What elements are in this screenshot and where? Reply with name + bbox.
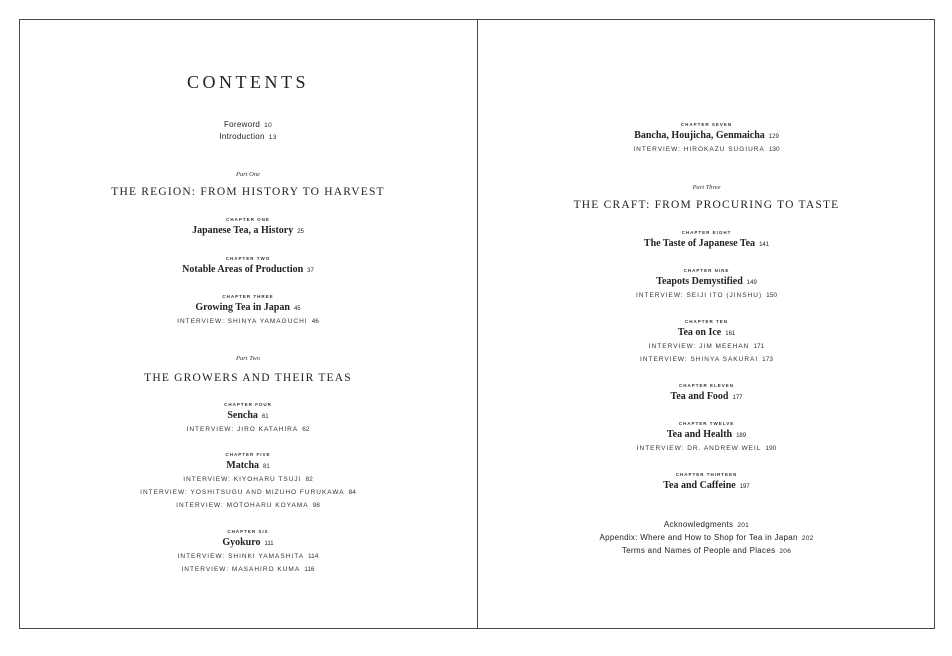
- toc-chapter-title[interactable]: Japanese Tea, a History 25: [192, 225, 304, 236]
- toc-chapter-title[interactable]: Growing Tea in Japan 45: [195, 302, 301, 313]
- chapter-label: CHAPTER ONE: [226, 217, 270, 222]
- toc-interview[interactable]: INTERVIEW: YOSHITSUGU AND MIZUHO FURUKAWA 84: [140, 489, 356, 496]
- part-label: Part Two: [236, 355, 260, 362]
- chapter-label: CHAPTER ELEVEN: [678, 383, 734, 388]
- toc-chapter-title[interactable]: Sencha 61: [227, 410, 269, 421]
- chapter-label: CHAPTER THREE: [222, 294, 274, 299]
- toc-interview[interactable]: INTERVIEW: JIRO KATAHIRA 62: [186, 426, 310, 433]
- chapter-label: CHAPTER EIGHT: [681, 230, 732, 235]
- toc-interview[interactable]: INTERVIEW: JIM MEEHAN 171: [648, 343, 765, 350]
- toc-entry-foreword[interactable]: Foreword 10: [223, 120, 273, 129]
- toc-interview[interactable]: INTERVIEW: HIROKAZU SUGIURA 130: [633, 146, 780, 153]
- chapter-label: CHAPTER NINE: [683, 268, 730, 273]
- chapter-label: CHAPTER FIVE: [225, 452, 271, 457]
- toc-interview[interactable]: INTERVIEW: SHINYA YAMAGUCHI 46: [177, 318, 319, 325]
- toc-interview[interactable]: INTERVIEW: MASAHIRO KUMA 116: [181, 566, 315, 573]
- toc-interview[interactable]: INTERVIEW: MOTOHARU KOYAMA 98: [176, 502, 320, 509]
- toc-interview[interactable]: INTERVIEW: SHINYA SAKURAI 173: [639, 356, 774, 363]
- toc-chapter-title[interactable]: Tea and Caffeine 197: [663, 480, 750, 491]
- contents-title: CONTENTS: [187, 72, 309, 92]
- part-title: THE CRAFT: FROM PROCURING TO TASTE: [573, 199, 840, 211]
- toc-chapter-title[interactable]: Tea and Food 177: [670, 391, 743, 402]
- part-label: Part Three: [692, 184, 721, 191]
- chapter-label: CHAPTER SIX: [227, 529, 269, 534]
- toc-chapter-title[interactable]: Teapots Demystified 149: [656, 276, 757, 287]
- chapter-label: CHAPTER TWO: [225, 256, 271, 261]
- part-label: Part One: [235, 171, 260, 178]
- toc-interview[interactable]: INTERVIEW: SEIJI ITO (JINSHU) 150: [635, 292, 777, 299]
- toc-chapter-title[interactable]: Tea and Health 189: [666, 429, 747, 440]
- toc-chapter-title[interactable]: Bancha, Houjicha, Genmaicha 129: [634, 130, 779, 141]
- part-title: THE GROWERS AND THEIR TEAS: [144, 372, 352, 384]
- chapter-label: CHAPTER SEVEN: [680, 122, 733, 127]
- toc-interview[interactable]: INTERVIEW: DR. ANDREW WEIL 190: [636, 445, 777, 452]
- toc-chapter-title[interactable]: Notable Areas of Production 37: [182, 264, 314, 275]
- toc-chapter-title[interactable]: The Taste of Japanese Tea 141: [643, 238, 770, 249]
- toc-chapter-title[interactable]: Matcha 81: [226, 460, 270, 471]
- toc-chapter-title[interactable]: Tea on Ice 161: [677, 327, 736, 338]
- toc-entry-terms[interactable]: Terms and Names of People and Places 206: [621, 546, 792, 555]
- chapter-label: CHAPTER FOUR: [224, 402, 272, 407]
- toc-interview[interactable]: INTERVIEW: KIYOHARU TSUJI 82: [183, 476, 313, 483]
- toc-entry-appendix[interactable]: Appendix: Where and How to Shop for Tea in Japan 202: [599, 533, 814, 542]
- chapter-label: CHAPTER TWELVE: [678, 421, 735, 426]
- toc-entry-introduction[interactable]: Introduction 13: [219, 132, 277, 141]
- toc-entry-acknowledgments[interactable]: Acknowledgments 201: [663, 520, 750, 529]
- part-title: THE REGION: FROM HISTORY TO HARVEST: [111, 186, 385, 198]
- toc-interview[interactable]: INTERVIEW: SHINKI YAMASHITA 114: [177, 553, 319, 560]
- chapter-label: CHAPTER THIRTEEN: [675, 472, 738, 477]
- chapter-label: CHAPTER TEN: [684, 319, 728, 324]
- toc-chapter-title[interactable]: Gyokuro 111: [222, 537, 274, 548]
